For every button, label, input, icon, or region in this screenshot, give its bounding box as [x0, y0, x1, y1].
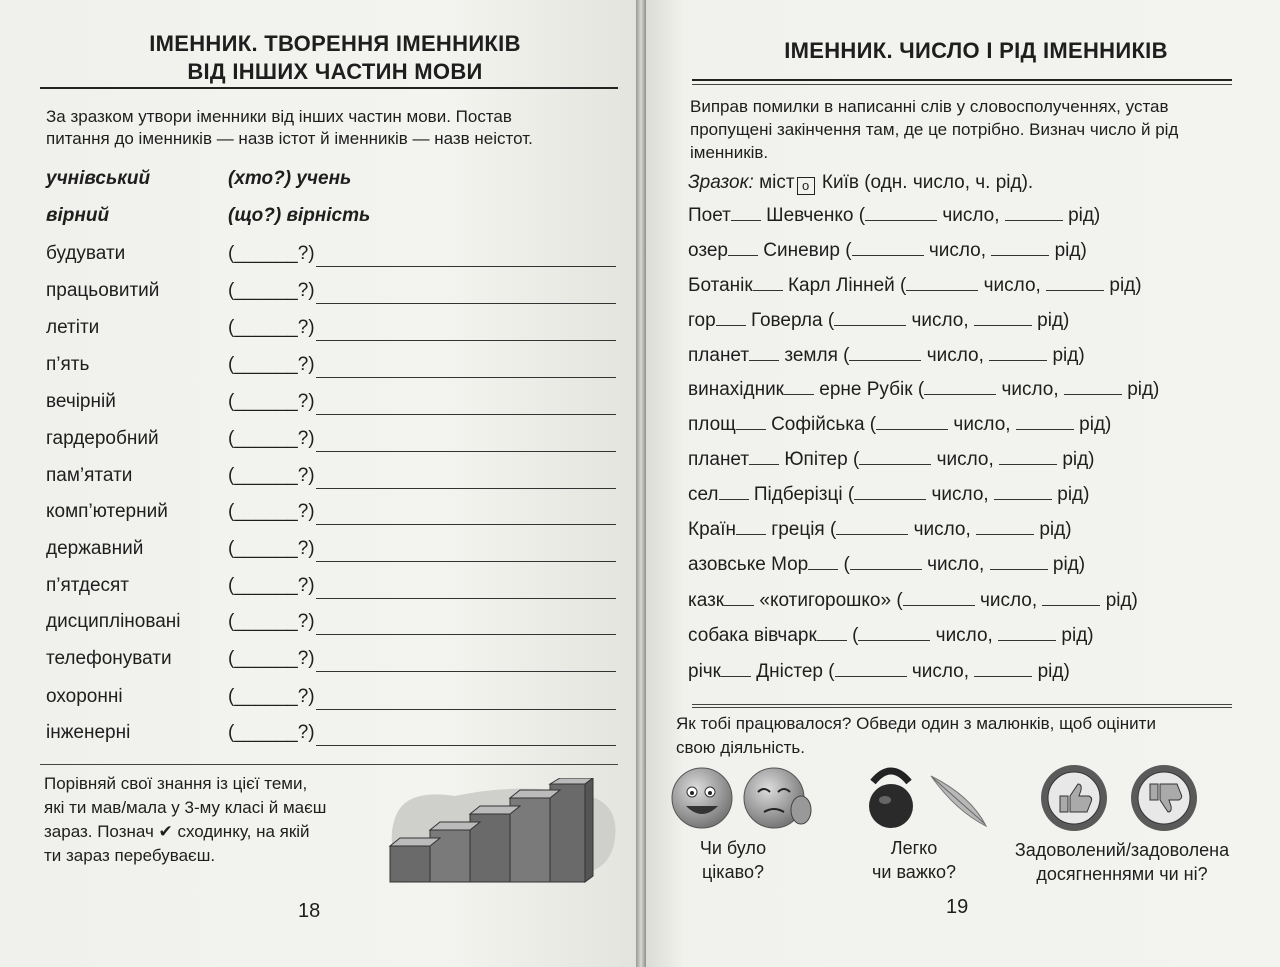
source-word: будувати [46, 243, 126, 264]
exercise-row [46, 465, 616, 495]
exercise-row [46, 686, 616, 716]
ending-blank[interactable] [721, 661, 751, 677]
number-blank[interactable] [852, 240, 924, 256]
right-page-title: ІМЕННИК. ЧИСЛО І РІД ІМЕННИКІВ [784, 38, 1168, 63]
phrase-word: річк [688, 661, 721, 682]
gender-label: рід) [1037, 310, 1070, 331]
ending-blank[interactable] [784, 379, 814, 395]
question-blank[interactable]: (______?) [228, 243, 315, 264]
phrase-row [688, 414, 1248, 444]
number-blank[interactable] [924, 379, 996, 395]
gender-blank[interactable] [994, 484, 1052, 500]
eval-rule [692, 707, 1232, 708]
text-line: Порівняй свої знання із цієї теми, [44, 774, 308, 793]
smiley-faces-icon[interactable] [666, 766, 816, 834]
gender-label: рід) [1054, 240, 1087, 261]
gender-blank[interactable] [998, 625, 1056, 641]
self-assessment-text [44, 772, 364, 868]
phrase-word: озер [688, 240, 728, 261]
phrase-row [688, 240, 1248, 270]
title-rule [40, 87, 618, 89]
phrase-name: Шевченко ( [766, 205, 866, 226]
sample-ending-box: о [797, 177, 815, 195]
thumbs-up-icon[interactable] [1041, 765, 1107, 831]
number-blank[interactable] [836, 519, 908, 535]
label-satisfaction [1002, 838, 1242, 886]
ending-blank[interactable] [736, 519, 766, 535]
number-blank[interactable] [834, 310, 906, 326]
label-line: цікаво? [702, 862, 764, 882]
source-word: вечірній [46, 391, 116, 412]
thumbs-down-icon[interactable] [1131, 765, 1197, 831]
exercise-row [46, 648, 616, 678]
question-blank[interactable]: (______?) [228, 575, 315, 596]
phrase-row [688, 379, 1248, 409]
ending-blank[interactable] [728, 240, 758, 256]
answer-line[interactable] [316, 709, 616, 710]
label-line: досягненнями чи ні? [1036, 864, 1208, 884]
gender-blank[interactable] [1016, 414, 1074, 430]
number-blank[interactable] [858, 625, 930, 641]
title-rule [692, 79, 1232, 81]
ending-blank[interactable] [736, 414, 766, 430]
feather-icon[interactable] [931, 776, 986, 826]
phrase-row [688, 625, 1248, 655]
source-word: летіти [46, 317, 100, 338]
answer-line[interactable] [316, 303, 616, 304]
question-blank[interactable]: (______?) [228, 686, 315, 707]
answer-line[interactable] [316, 634, 616, 635]
example-word: вірний [46, 205, 110, 226]
answer-line[interactable] [316, 524, 616, 525]
stairs-icon[interactable] [385, 778, 625, 886]
gender-blank[interactable] [991, 240, 1049, 256]
source-word: п’ятдесят [46, 575, 130, 596]
sample-text: Київ (одн. число, ч. рід). [821, 172, 1034, 193]
question-blank[interactable]: (______?) [228, 280, 315, 301]
instruction-line: За зразком утвори іменники від інших частин мови. Постав [46, 107, 512, 126]
gender-label: рід) [1037, 661, 1070, 682]
number-label: число, [927, 554, 985, 575]
instruction-line: іменників. [690, 143, 769, 162]
phrase-row [688, 275, 1248, 305]
instruction-line: пропущені закінчення там, де це потрібно. Визнач число й рід [690, 120, 1179, 139]
phrase-word: площ [688, 414, 736, 435]
gender-label: рід) [1052, 345, 1085, 366]
exercise-row [46, 538, 616, 568]
page-number: 19 [946, 896, 969, 918]
phrase-row [688, 449, 1248, 479]
source-word: гардеробний [46, 428, 159, 449]
title-line: ІМЕННИК. ТВОРЕННЯ ІМЕННИКІВ [149, 31, 521, 56]
source-word: державний [46, 538, 144, 559]
answer-line[interactable] [316, 266, 616, 267]
question-blank[interactable]: (______?) [228, 465, 315, 486]
label-line: Чи було [699, 838, 767, 858]
sample-word: міст [759, 172, 795, 193]
phrase-name: Дністер ( [756, 661, 835, 682]
sample-row [688, 172, 1248, 202]
left-page [0, 0, 636, 967]
source-word: охоронні [46, 686, 123, 707]
phrase-row [688, 661, 1248, 691]
gender-label: рід) [1068, 205, 1101, 226]
question-blank[interactable]: (______?) [228, 611, 315, 632]
page-number: 18 [298, 900, 321, 922]
answer-line[interactable] [316, 414, 616, 415]
question-blank[interactable]: (______?) [228, 428, 315, 449]
question-blank[interactable]: (______?) [228, 391, 315, 412]
instruction-line: Як тобі працювалося? Обведи один з малюнків, щоб оцінити [676, 714, 1156, 733]
number-label: число, [979, 590, 1038, 611]
number-label: число, [911, 310, 969, 331]
phrase-word: винахідник [688, 379, 784, 400]
title-rule [692, 84, 1232, 85]
phrase-row [688, 519, 1248, 549]
gender-blank[interactable] [1042, 590, 1100, 606]
title-line: ВІД ІНШИХ ЧАСТИН МОВИ [187, 59, 483, 84]
number-blank[interactable] [835, 661, 907, 677]
exercise-row [46, 243, 616, 273]
number-label: число, [913, 519, 971, 540]
number-blank[interactable] [849, 345, 921, 361]
ending-blank[interactable] [753, 275, 783, 291]
gender-blank[interactable] [1005, 205, 1063, 221]
phrase-word: Ботанік [688, 275, 753, 296]
answer-line[interactable] [316, 377, 616, 378]
gender-label: рід) [1062, 449, 1095, 470]
book-spine [636, 0, 646, 967]
phrase-name: ( [843, 554, 850, 575]
gender-label: рід) [1052, 554, 1086, 575]
phrase-name: Синевир ( [763, 240, 852, 261]
exercise-row [46, 611, 616, 641]
answer-line[interactable] [316, 561, 616, 562]
source-word: телефонувати [46, 648, 172, 669]
ending-blank[interactable] [808, 554, 838, 570]
sample-label: Зразок: [688, 172, 754, 193]
number-label: число, [953, 414, 1011, 435]
ending-blank[interactable] [749, 345, 779, 361]
label-line: чи важко? [872, 862, 956, 882]
number-label: число, [936, 449, 994, 470]
source-word: інженерні [46, 722, 131, 743]
kettlebell-icon[interactable] [861, 766, 991, 832]
question-blank[interactable]: (______?) [228, 648, 315, 669]
phrase-name: греція ( [771, 519, 837, 540]
phrase-name: ( [852, 625, 859, 646]
number-label: число, [935, 625, 993, 646]
number-label: число, [983, 275, 1041, 296]
source-word: працьовитий [46, 280, 160, 301]
gender-label: рід) [1039, 519, 1072, 540]
phrase-row [688, 310, 1248, 340]
gender-label: рід) [1105, 590, 1138, 611]
number-blank[interactable] [865, 205, 937, 221]
gender-blank[interactable] [999, 449, 1057, 465]
number-label: число, [1001, 379, 1059, 400]
right-instruction [690, 95, 1250, 164]
label-line: Легко [890, 838, 938, 858]
number-blank[interactable] [903, 590, 975, 606]
right-page [646, 0, 1280, 967]
gender-blank[interactable] [1046, 275, 1104, 291]
example-row [46, 168, 352, 190]
phrase-word: Країн [688, 519, 736, 540]
phrase-name: Підберізці ( [753, 484, 855, 505]
left-instruction [46, 106, 616, 150]
evaluation-instruction [676, 712, 1256, 760]
answer-line[interactable] [316, 451, 616, 452]
number-blank[interactable] [859, 449, 931, 465]
phrase-row [688, 345, 1248, 375]
phrase-name: земля ( [784, 345, 850, 366]
number-label: число, [928, 240, 987, 261]
example-answer: (хто?) учень [228, 168, 352, 189]
thumbs-icons [1036, 762, 1216, 834]
exercise-row [46, 280, 616, 310]
number-label: число, [942, 205, 1000, 226]
text-line: які ти мав/мала у 3-му класі й маєш [44, 798, 327, 817]
ending-blank[interactable] [719, 484, 749, 500]
phrase-row [688, 484, 1248, 514]
answer-line[interactable] [316, 671, 616, 672]
phrase-word: казк [688, 590, 725, 611]
example-word: учнівський [46, 168, 151, 189]
answer-line[interactable] [316, 340, 616, 341]
ending-blank[interactable] [731, 205, 761, 221]
phrase-word: планет [688, 449, 750, 470]
exercise-row [46, 354, 616, 384]
source-word: п’ять [46, 354, 90, 375]
label-line: Задоволений/задоволена [1014, 840, 1230, 860]
phrase-name: Карл Лінней ( [787, 275, 907, 296]
number-blank[interactable] [906, 275, 978, 291]
gender-blank[interactable] [989, 345, 1047, 361]
ending-blank[interactable] [749, 449, 779, 465]
exercise-row [46, 501, 616, 531]
instruction-line: Виправ помилки в написанні слів у словосполученнях, устав [690, 97, 1169, 116]
phrase-row [688, 205, 1248, 235]
text-line: зараз. Познач ✔ сходинку, на якій [44, 822, 310, 841]
phrase-name: «котигорошко» ( [759, 590, 903, 611]
number-blank[interactable] [876, 414, 948, 430]
phrase-name: ерне Рубік ( [819, 379, 925, 400]
answer-line[interactable] [316, 488, 616, 489]
phrase-word: собака вівчарк [688, 625, 817, 646]
gender-label: рід) [1127, 379, 1160, 400]
exercise-row [46, 575, 616, 605]
ending-blank[interactable] [716, 310, 746, 326]
exercise-row [46, 317, 616, 347]
phrase-row [688, 590, 1248, 620]
source-word: дисципліновані [46, 611, 181, 632]
gender-blank[interactable] [974, 310, 1032, 326]
source-word: пам’ятати [46, 465, 133, 486]
ending-blank[interactable] [724, 590, 754, 606]
answer-line[interactable] [316, 598, 616, 599]
text-line: ти зараз перебуваєш. [44, 846, 216, 865]
eval-rule [692, 704, 1232, 705]
number-blank[interactable] [850, 554, 922, 570]
phrase-word: сел [688, 484, 719, 505]
instruction-line: свою діяльність. [676, 738, 805, 757]
gender-blank[interactable] [976, 519, 1034, 535]
answer-line[interactable] [316, 745, 616, 746]
gender-label: рід) [1079, 414, 1112, 435]
exercise-row [46, 722, 616, 752]
gender-label: рід) [1061, 625, 1094, 646]
gender-label: рід) [1109, 275, 1142, 296]
left-page-title [40, 30, 630, 86]
example-answer: (що?) вірність [228, 205, 371, 226]
label-difficulty [856, 836, 972, 884]
phrase-word: Поет [688, 205, 731, 226]
example-row [46, 205, 371, 227]
gender-blank[interactable] [1064, 379, 1122, 395]
number-label: число, [926, 345, 984, 366]
question-blank[interactable]: (______?) [228, 317, 315, 338]
phrase-name: Говерла ( [750, 310, 835, 331]
bottom-rule [40, 764, 618, 765]
number-label: число, [931, 484, 989, 505]
number-label: число, [911, 661, 970, 682]
instruction-line: питання до іменників — назв істот й іменників — назв неістот. [46, 129, 533, 148]
question-blank[interactable]: (______?) [228, 501, 315, 522]
gender-label: рід) [1057, 484, 1090, 505]
gender-blank[interactable] [974, 661, 1032, 677]
question-blank[interactable]: (______?) [228, 538, 315, 559]
gender-blank[interactable] [990, 554, 1048, 570]
phrase-name: Юпітер ( [784, 449, 860, 470]
number-blank[interactable] [854, 484, 926, 500]
ending-blank[interactable] [817, 625, 847, 641]
phrase-word: азовське Мор [688, 554, 809, 575]
phrase-word: планет [688, 345, 750, 366]
phrase-row [688, 554, 1248, 584]
label-interesting [688, 836, 778, 884]
phrase-name: Софійська ( [771, 414, 877, 435]
exercise-row [46, 428, 616, 458]
source-word: комп’ютерний [46, 501, 168, 522]
exercise-row [46, 391, 616, 421]
phrase-word: гор [688, 310, 716, 331]
question-blank[interactable]: (______?) [228, 354, 315, 375]
question-blank[interactable]: (______?) [228, 722, 315, 743]
